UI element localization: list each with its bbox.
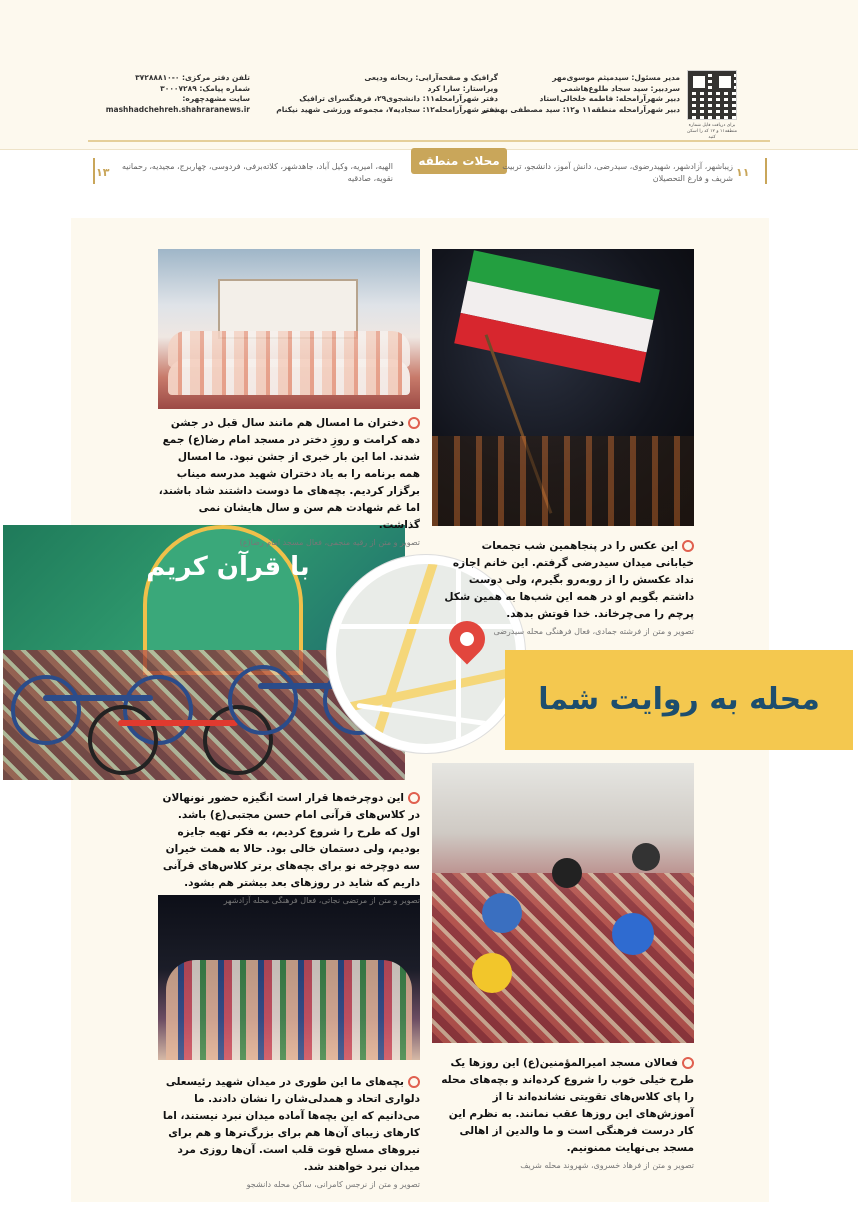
bullet-icon [682, 1057, 694, 1069]
neighborhood-line: زیباشهر، آزادشهر، شهیدرضوی، سیدرضی، دانش آموز، دانشجو، تربیت [502, 162, 733, 171]
photo-flag-night [432, 249, 694, 526]
bicycle-wheel-icon [88, 705, 158, 775]
caption-children-square [158, 1074, 420, 1191]
photo-child [552, 858, 582, 888]
caption-credit: تصویر و متن از مرتضی نجاتی، فعال فرهنگی محله آزادشهر [223, 896, 420, 905]
caption-text: این دوچرخه‌ها قرار است انگیزه حضور نونهالان در کلاس‌های قرآنی امام حسن مجتبی(ع) باشد. اول که طرح را شروع کردیم، به فکر تهیه جایزه بودیم، ولی دستمان خالی بود. حالا به همت خیران سه دوچرخه نو برای بچه‌های برتر کلاس‌های قرآنی داریم که شاید در روزهای بعد بیشتر هم بشود. [162, 792, 420, 889]
photo-children-square [158, 895, 420, 1060]
caption-flag-night [444, 538, 694, 638]
caption-text: بچه‌های ما این طوری در میدان شهید رئیسعلی دلواری اتحاد و همدلی‌شان را نشان دادند. ما می‌دانیم که این بچه‌ها آماده میدان نبرد نیستند، اما کارهای زیبای آن‌ها هم برای بزرگ‌ترها و هم برای نیروهای مسلح قوت قلب است. آن‌ها روزی مرد میدان نبرد خواهند شد. [162, 1076, 420, 1173]
staff-line: دفتر شهرآرامحله۱۱: دانشجوی۲۹، فرهنگسرای ترافیک [299, 94, 498, 103]
qr-code[interactable] [687, 70, 737, 120]
bicycle-frame [43, 695, 153, 701]
staff-line: گرافیک و صفحه‌آرایی: ریحانه ودیعی [364, 73, 498, 82]
bicycle-wheel-icon [11, 675, 81, 745]
flag-icon [454, 250, 660, 382]
feature-title-band [505, 650, 853, 750]
photo-child [632, 843, 660, 871]
caption-credit: تصویر و متن از نرجس کامرانی، ساکن محله دانشجو [246, 1180, 420, 1189]
neighborhood-list-right [502, 161, 733, 185]
contact-site-label: سایت مشهدچهره: [182, 94, 250, 103]
neighborhood-line: الهیه، امیریه، وکیل آباد، جاهدشهر، کلاته‌برفی، فردوسی، چهاربرج، مجیدیه، رحمانیه [122, 162, 394, 171]
caption-text: این عکس را در پنجاهمین شب تجمعات خیابانی میدان سیدرضی گرفتم. این خانم اجازه نداد عکسش را از روبه‌رو بگیرم، ولی دوست داشتم بگویم او در همه این شب‌ها به همین شکل پرچم را می‌چرخاند. خدا قوتش بدهد. [444, 540, 694, 620]
photo-child [612, 913, 654, 955]
bicycle-frame [118, 720, 238, 726]
contact-site-link[interactable]: mashhadchehreh.shahraranews.ir [105, 104, 250, 114]
photo-child [482, 893, 522, 933]
bullet-icon [682, 540, 694, 552]
caption-mosque-classes [432, 1055, 694, 1172]
photo-city-lights [432, 436, 694, 526]
caption-bicycles [158, 790, 420, 907]
region-number-left: ۱۳ [96, 166, 110, 179]
caption-credit: تصویر و متن از فرشته جمادی، فعال فرهنگی محله سیدرضی [493, 627, 694, 636]
photo-banner [218, 279, 358, 339]
caption-text: دختران ما امسال هم مانند سال قبل در جشن دهه کرامت و روزِ دختر در مسجد امام رضا(ع) جمع شدند. اما این بار خبری از جشن نبود. ما امسال همه برنامه را به یاد دختران شهید مدرسه میناب برگزار کردیم. بچه‌های ما دوست داشتند شاد باشند، اما غم شهادت هم سن و سال هایشان نمی گذاشت. [158, 417, 420, 531]
neighborhood-line: نقویه، صادقیه [347, 174, 394, 183]
staff-line: مدیر مسئول: سیدمیثم موسوی‌مهر [552, 73, 680, 82]
bullet-icon [408, 1076, 420, 1088]
staff-line: دبیر شهرآرامحله: فاطمه خلخالی‌استاد [539, 94, 680, 103]
staff-line: سردبیر: سید سجاد طلوع‌هاشمی [560, 83, 680, 93]
ribbon-line [88, 140, 770, 148]
page-marker-left [93, 158, 95, 184]
contact-phone: تلفن دفتر مرکزی: ۰-۳۷۲۸۸۸۱۰ [135, 73, 250, 82]
photo-mosque-classes [432, 763, 694, 1043]
photo-rug [432, 873, 694, 1043]
staff-line: دفتر شهرآرامحله۱۲: سجادیه۷، مجموعه ورزشی شهید نیکنام [276, 104, 498, 114]
bicycle-wheel-icon [228, 665, 298, 735]
caption-credit: تصویر و متن از رقیه منجمی، فعال مسجد امام رضا(ع) [239, 538, 420, 547]
contact-sms: شماره پیامک: ۳۰۰۰۷۲۸۹ [160, 83, 250, 93]
map-road [362, 558, 439, 753]
staff-credits-graphics [276, 73, 498, 115]
caption-credit: تصویر و متن از فرهاد خسروی، شهروند محله شریف [520, 1161, 694, 1170]
photo-calligraphy: با قرآن کریم [146, 552, 310, 582]
staff-contact [106, 73, 250, 115]
qr-caption: برای دریافت فایل شماره منطقه۱۱ و ۱۲ کد را اسکن کنید [686, 123, 738, 140]
photo-children-crowd [166, 960, 412, 1060]
caption-girls-celebration [158, 415, 420, 549]
neighborhood-line: شریف و فارغ التحصیلان [652, 174, 733, 183]
region-number-right: ۱۱ [736, 166, 750, 179]
staff-line: ویراستار: سارا کرد [427, 83, 498, 93]
photo-child [472, 953, 512, 993]
page-marker-right [765, 158, 767, 184]
caption-text: فعالان مسجد امیرالمؤمنین(ع) این روزها یک طرح خیلی خوب را شروع کرده‌اند و بچه‌های محله را پای کلاس‌های تقویتی نشانده‌اند تا از آموزش‌های این روزها عقب نمانند. به نظرم این کار درست فرهنگی است و ما والدین از اهالی مسجد بی‌نهایت ممنونیم. [441, 1057, 694, 1154]
staff-credits-editorial [482, 73, 680, 115]
section-tab: محلات منطقه ما [411, 148, 507, 174]
bullet-icon [408, 792, 420, 804]
feature-title: محله به روایت شما [538, 682, 820, 717]
photo-children-row [168, 359, 410, 395]
staff-line: دبیر شهرآرامحله منطقه۱۱ و۱۲: سید مصطفی بهشتی [481, 104, 680, 114]
neighborhood-list-left [122, 161, 393, 185]
photo-girls-celebration [158, 249, 420, 409]
bullet-icon [408, 417, 420, 429]
